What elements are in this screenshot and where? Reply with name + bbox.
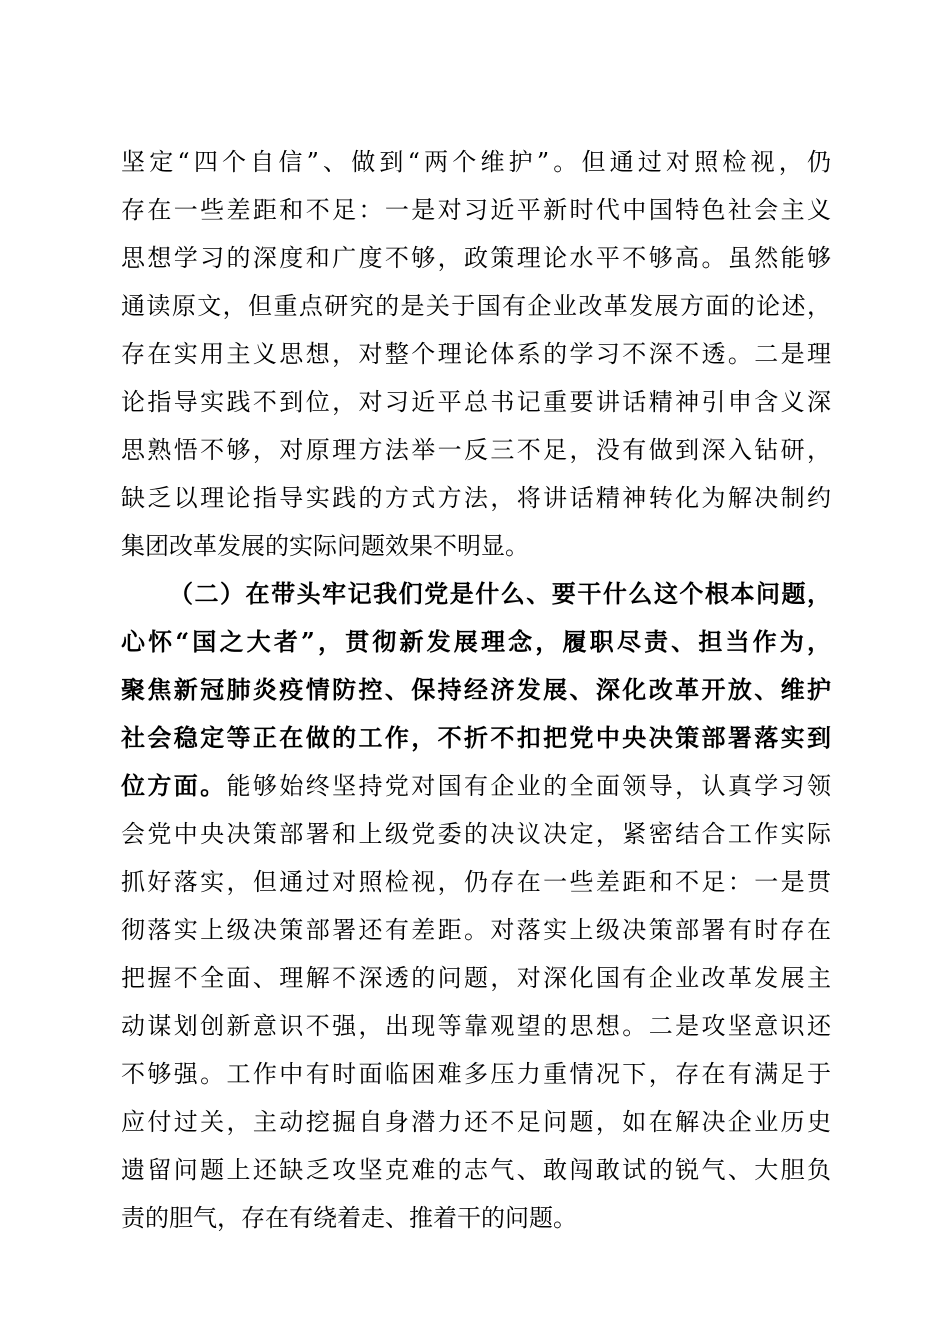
section-heading-line: 心怀“国之大者”，贯彻新发展理念，履职尽责、担当作为，: [121, 627, 831, 656]
text-line: 思熟悟不够，对原理方法举一反三不足，没有做到深入钻研，: [121, 436, 831, 464]
text-line: 彻落实上级决策部署还有差距。对落实上级决策部署有时存在: [121, 916, 831, 944]
section-heading-line: 聚焦新冠肺炎疫情防控、保持经济发展、深化改革开放、维护: [121, 675, 831, 704]
text-line: 责的胆气，存在有绕着走、推着干的问题。: [121, 1204, 577, 1232]
text-line: [121, 766, 831, 806]
text-line: 会党中央决策部署和上级党委的决议决定，紧密结合工作实际: [121, 820, 831, 848]
paragraph-start: 能够始终坚持党对国有企业的全面领导，认真学习领: [226, 772, 832, 800]
text-line: 遗留问题上还缺乏攻坚克难的志气、敢闯敢试的锐气、大胆负: [121, 1156, 831, 1184]
text-line: 缺乏以理论指导实践的方式方法，将讲话精神转化为解决制约: [121, 484, 831, 512]
text-line: 动谋划创新意识不强，出现等靠观望的思想。二是攻坚意识还: [121, 1012, 831, 1040]
text-line: 存在实用主义思想，对整个理论体系的学习不深不透。二是理: [121, 340, 831, 368]
text-line: 集团改革发展的实际问题效果不明显。: [121, 532, 529, 560]
text-line: 不够强。工作中有时面临困难多压力重情况下，存在有满足于: [121, 1060, 831, 1088]
section-heading-end: 位方面。: [121, 771, 227, 800]
text-line: 坚定“四个自信”、做到“两个维护”。但通过对照检视，仍: [121, 148, 831, 176]
text-line: 把握不全面、理解不深透的问题，对深化国有企业改革发展主: [121, 964, 831, 992]
text-line: 应付过关，主动挖掘自身潜力还不足问题，如在解决企业历史: [121, 1108, 831, 1136]
text-line: 存在一些差距和不足：一是对习近平新时代中国特色社会主义: [121, 196, 831, 224]
text-line: 抓好落实，但通过对照检视，仍存在一些差距和不足：一是贯: [121, 868, 831, 896]
text-line: 思想学习的深度和广度不够，政策理论水平不够高。虽然能够: [121, 244, 831, 272]
section-heading-line: （二）在带头牢记我们党是什么、要干什么这个根本问题，: [169, 579, 831, 608]
text-line: 论指导实践不到位，对习近平总书记重要讲话精神引申含义深: [121, 388, 831, 416]
text-line: 通读原文，但重点研究的是关于国有企业改革发展方面的论述，: [121, 292, 831, 320]
section-heading-line: 社会稳定等正在做的工作，不折不扣把党中央决策部署落实到: [121, 723, 831, 752]
